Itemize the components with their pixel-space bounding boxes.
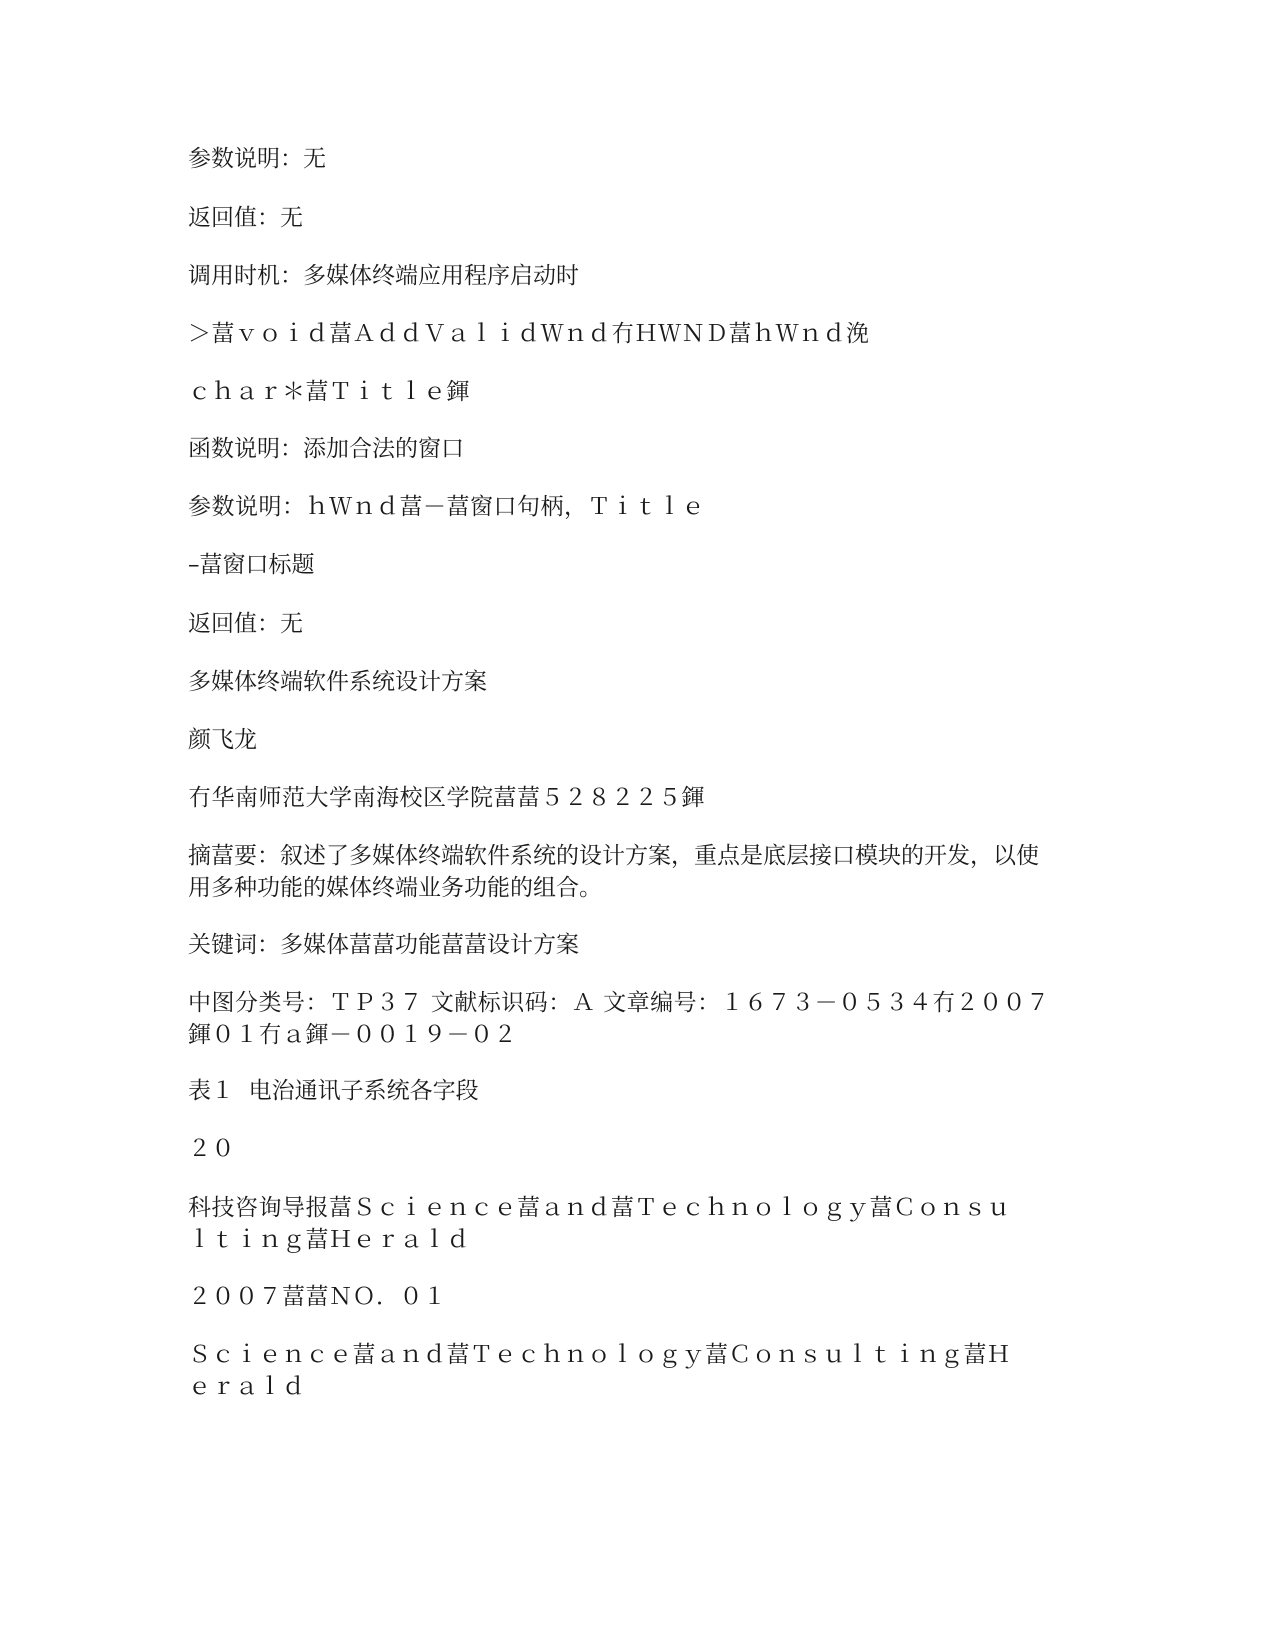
param-desc-line: 参数说明：无: [188, 146, 326, 172]
journal-name-footer: Ｓｃｉｅｎｃｅ葍ａｎｄ葍Ｔｅｃｈｎｏｌｏｇｙ葍Ｃｏｎｓｕｌｔｉｎｇ葍Ｈｅｒａｌｄ: [188, 1342, 1011, 1400]
keywords: 关键词：多媒体葍葍功能葍葍设计方案: [188, 932, 579, 958]
param-desc-hwnd-line: 参数说明：ｈＷｎｄ葍－葍窗口句柄，Ｔｉｔｌｅ: [188, 494, 705, 520]
return-value-line: 返回值：无: [188, 205, 303, 231]
table-caption: 表１ 电治通讯子系统各字段: [188, 1078, 479, 1104]
abstract: 摘葍要：叙述了多媒体终端软件系统的设计方案，重点是底层接口模块的开发，以使用多种功能的媒体终端业务功能的组合。: [188, 843, 1039, 901]
return-value-line-2: 返回值：无: [188, 611, 303, 637]
function-signature-cont-line: ｃｈａｒ＊葍Ｔｉｔｌｅ鍕: [188, 379, 470, 405]
function-signature-line: ＞葍ｖｏｉｄ葍ＡｄｄＶａｌｉｄＷｎｄ冇ＨＷＮＤ葍ｈＷｎｄ浼: [188, 321, 870, 347]
param-desc-title-line: –葍窗口标题: [188, 552, 315, 578]
author-name: 颜飞龙: [188, 727, 257, 753]
journal-name-header: 科技咨询导报葍Ｓｃｉｅｎｃｅ葍ａｎｄ葍Ｔｅｃｈｎｏｌｏｇｙ葍Ｃｏｎｓｕｌｔｉｎｇ葍Ｈｅｒａｌｄ: [188, 1195, 1011, 1253]
page-number: ２０: [188, 1136, 235, 1162]
article-title: 多媒体终端软件系统设计方案: [188, 669, 487, 695]
function-desc-line: 函数说明：添加合法的窗口: [188, 436, 464, 462]
call-timing-line: 调用时机：多媒体终端应用程序启动时: [188, 263, 579, 289]
classification-info: 中图分类号：ＴＰ３７ 文献标识码：Ａ 文章编号：１６７３－０５３４冇２００７鍕０１冇ａ鍕－００１９－０２: [188, 990, 1050, 1048]
issue-number: ２００７葍葍ＮＯ．０１: [188, 1284, 447, 1310]
author-affiliation: 冇华南师范大学南海校区学院葍葍５２８２２５鍕: [188, 785, 705, 811]
